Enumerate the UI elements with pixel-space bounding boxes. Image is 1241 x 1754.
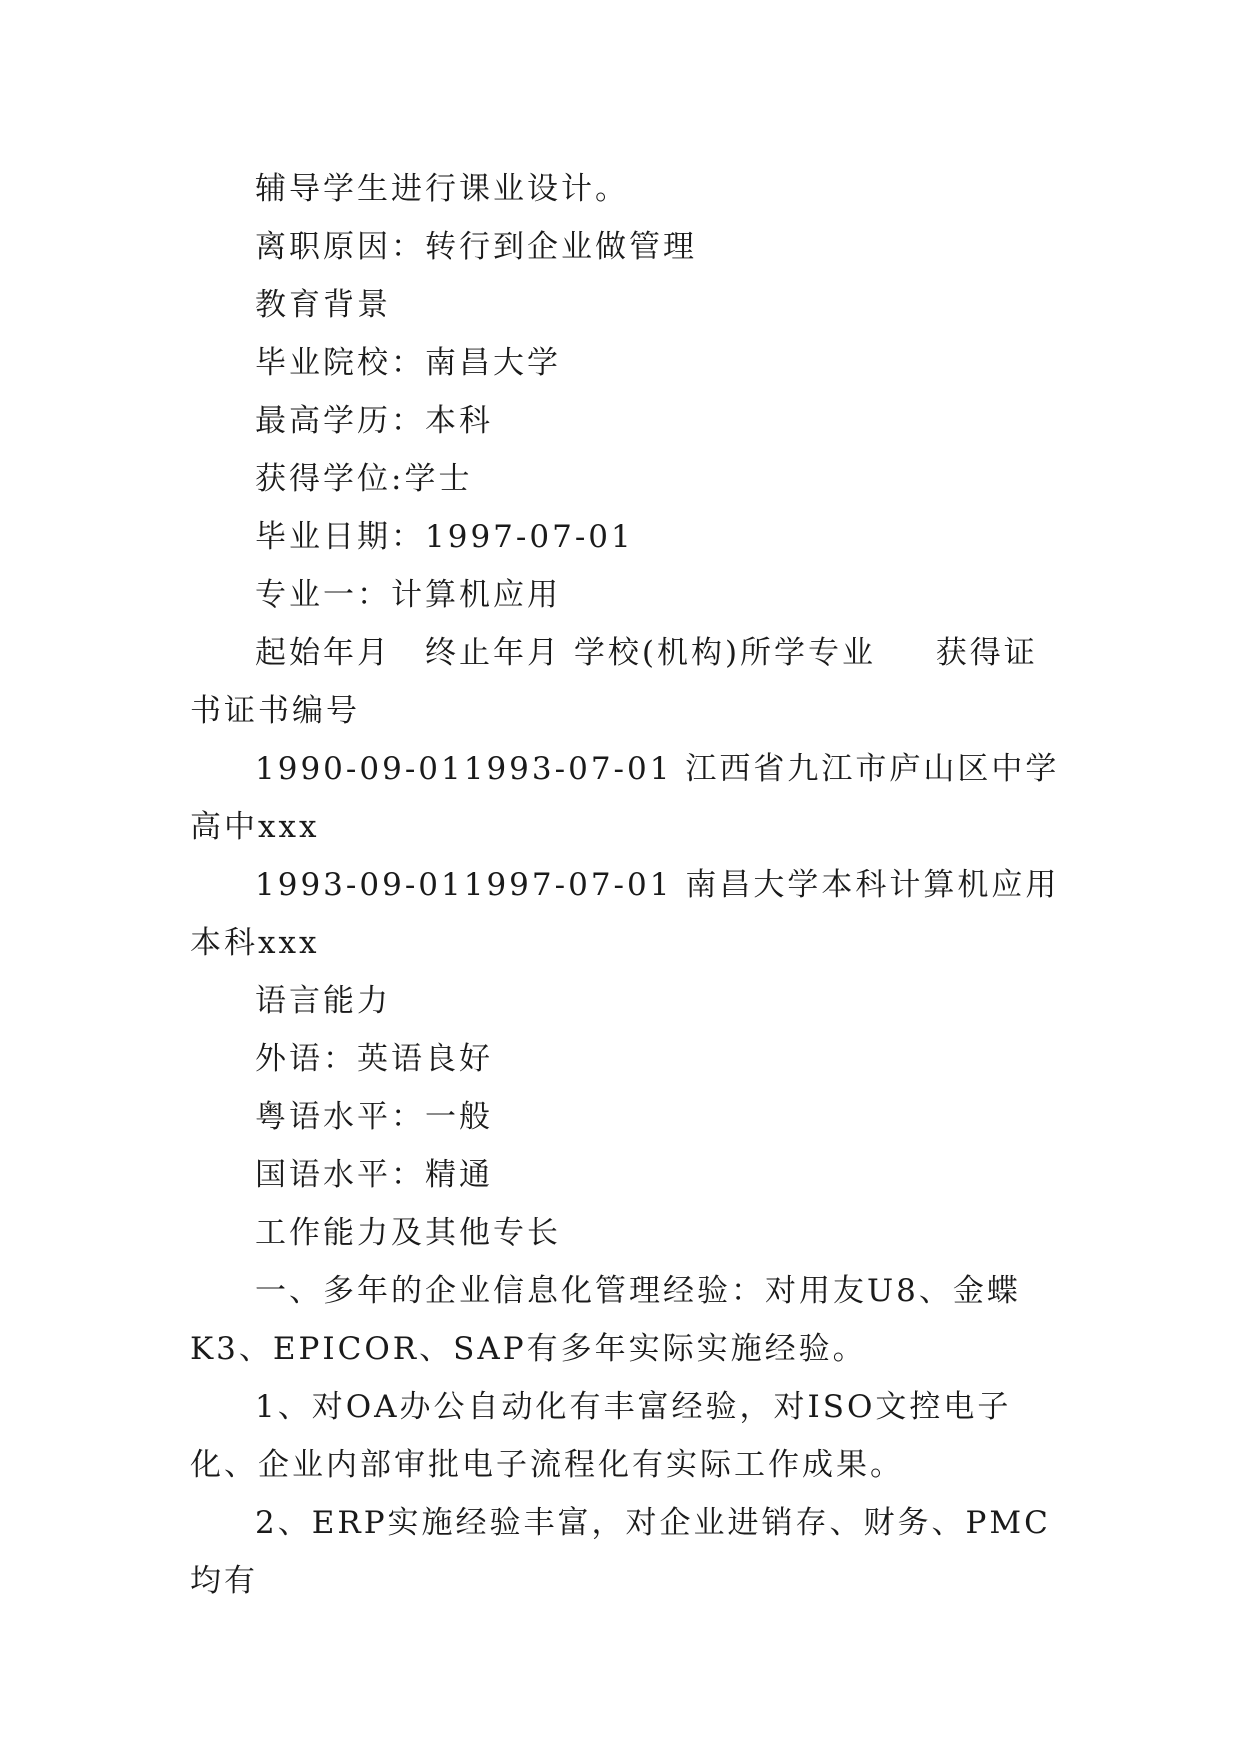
education-table-header: 起始年月 终止年月 学校(机构)所学专业 获得证书证书编号 xyxy=(190,635,1038,729)
paragraph-major: 专业一：计算机应用 xyxy=(255,577,561,613)
paragraph-skill-1: 一、多年的企业信息化管理经验：对用友U8、金蝶K3、EPICOR、SAP有多年实际实施经验。 xyxy=(190,1273,1021,1367)
heading-education: 教育背景 xyxy=(255,287,391,323)
paragraph-highest-degree: 最高学历：本科 xyxy=(255,403,493,439)
paragraph-mandarin: 国语水平：精通 xyxy=(255,1157,493,1193)
paragraph-academic-degree: 获得学位:学士 xyxy=(255,461,473,497)
paragraph-graduate-school: 毕业院校：南昌大学 xyxy=(255,345,561,381)
document-body xyxy=(190,160,1070,1610)
paragraph-skill-erp: 2、ERP实施经验丰富，对企业进销存、财务、PMC均有 xyxy=(190,1505,1051,1599)
paragraph-course-design: 辅导学生进行课业设计。 xyxy=(255,171,629,207)
heading-skills: 工作能力及其他专长 xyxy=(255,1215,561,1251)
paragraph-leave-reason: 离职原因：转行到企业做管理 xyxy=(255,229,697,265)
paragraph-cantonese: 粤语水平：一般 xyxy=(255,1099,493,1135)
paragraph-graduation-date: 毕业日期：1997-07-01 xyxy=(255,519,634,555)
heading-language: 语言能力 xyxy=(255,983,391,1019)
paragraph-foreign-language: 外语：英语良好 xyxy=(255,1041,493,1077)
education-row-high-school: 1990-09-011993-07-01 江西省九江市庐山区中学高中xxx xyxy=(190,751,1060,845)
paragraph-skill-oa: 1、对OA办公自动化有丰富经验，对ISO文控电子化、企业内部审批电子流程化有实际工作成果。 xyxy=(190,1389,1012,1483)
education-row-university: 1993-09-011997-07-01 南昌大学本科计算机应用本科xxx xyxy=(190,867,1060,961)
